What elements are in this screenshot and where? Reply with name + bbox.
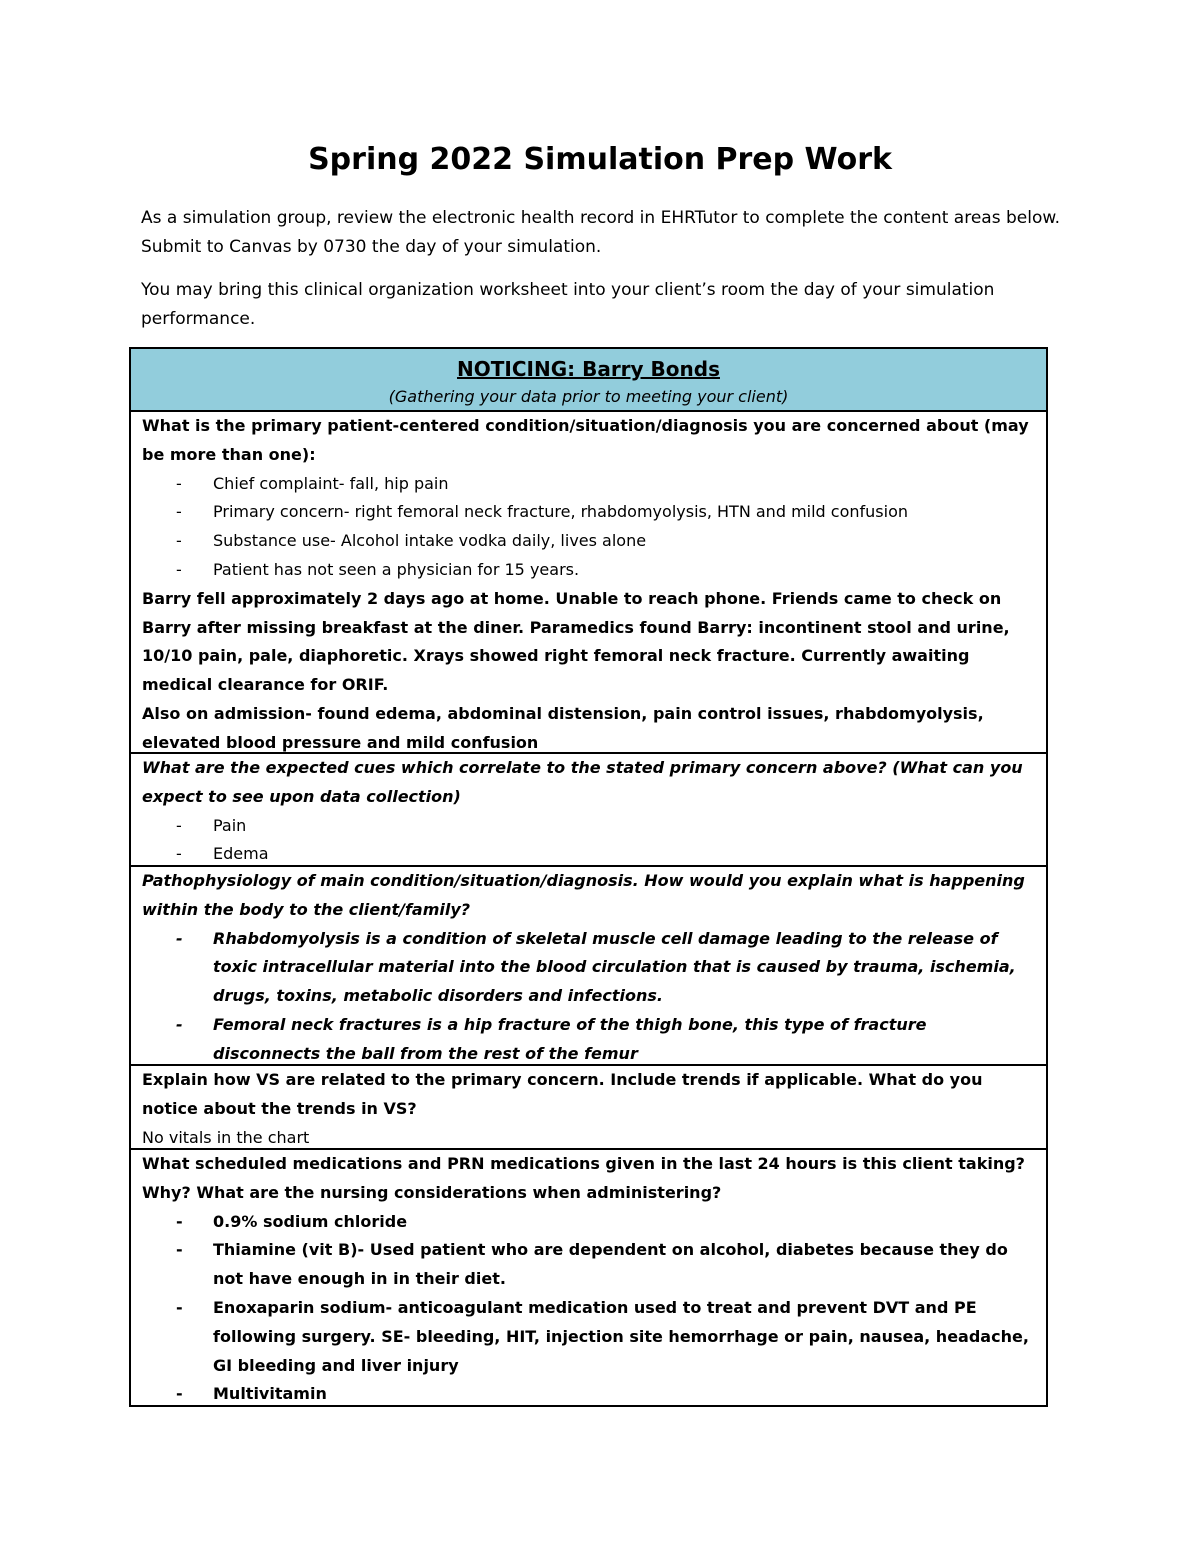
section-question: What scheduled medications and PRN medications given in the last 24 hours is this client taking? Why? What are the nursing considerations when administering? [142, 1154, 1025, 1202]
section-vital-signs [131, 1066, 1046, 1150]
section-primary-concern [131, 412, 1046, 754]
bullet-list [142, 812, 1036, 867]
intro-paragraph-1: As a simulation group, review the electronic health record in EHRTutor to complete the content areas below. Submit to Canvas by 0730 the day of your simulation. [141, 208, 1061, 257]
list-item: - Multivitamin [142, 1380, 1036, 1405]
list-item: - Chief complaint- fall, hip pain [142, 470, 1036, 499]
section-answer: No vitals in the chart [142, 1127, 310, 1147]
list-item: - Substance use- Alcohol intake vodka daily, lives alone [142, 527, 1036, 556]
section-question: What are the expected cues which correlate to the stated primary concern above? (What can you expect to see upon data collection) [142, 758, 1023, 806]
section-pathophysiology [131, 867, 1046, 1066]
section-question: What is the primary patient-centered condition/situation/diagnosis you are concerned about (may be more than one): [142, 416, 1029, 464]
list-item: - Femoral neck fractures is a hip fracture of the thigh bone, this type of fracture disconnects the ball from the rest of the femur [142, 1011, 1036, 1066]
intro-paragraph-2: You may bring this clinical organization worksheet into your client’s room the day of your simulation performance. [141, 280, 995, 329]
list-item: - Pain [142, 812, 1036, 841]
section-paragraph: Also on admission- found edema, abdominal distension, pain control issues, rhabdomyolysis, elevated blood pressure and mild confusion [142, 703, 984, 752]
bullet-list [142, 1208, 1036, 1405]
list-item: - Thiamine (vit B)- Used patient who are dependent on alcohol, diabetes because they do not have enough in in their diet. [142, 1236, 1036, 1294]
list-item: - Patient has not seen a physician for 15 years. [142, 556, 1036, 585]
list-item: - Edema [142, 840, 1036, 867]
worksheet-table [129, 347, 1048, 1407]
list-item: - Primary concern- right femoral neck fracture, rhabdomyolysis, HTN and mild confusion [142, 498, 1036, 527]
worksheet-header-subtitle: (Gathering your data prior to meeting your client) [388, 387, 789, 406]
list-item: - 0.9% sodium chloride [142, 1208, 1036, 1237]
bullet-list [142, 470, 1036, 585]
worksheet-header-title: NOTICING: Barry Bonds [457, 357, 720, 381]
section-paragraph: Barry fell approximately 2 days ago at home. Unable to reach phone. Friends came to check on Barry after missing breakfast at the diner. Paramedics found Barry: incontinent stool and urine, 10/10 pain, pale, diaphoretic. Xrays showed right femoral neck fracture. Currently awaiting medical clearance for ORIF. [142, 588, 1010, 695]
section-expected-cues [131, 754, 1046, 867]
bullet-list [142, 925, 1036, 1066]
section-medications [131, 1150, 1046, 1405]
page-title: Spring 2022 Simulation Prep Work [308, 142, 892, 177]
list-item: - Enoxaparin sodium- anticoagulant medication used to treat and prevent DVT and PE following surgery. SE- bleeding, HIT, injection site hemorrhage or pain, nausea, headache, GI bleeding and liver injury [142, 1294, 1036, 1380]
list-item: - Rhabdomyolysis is a condition of skeletal muscle cell damage leading to the release of toxic intracellular material into the blood circulation that is caused by trauma, ischemia, drugs, toxins, metabolic disorders and infections. [142, 925, 1036, 1011]
section-question: Pathophysiology of main condition/situation/diagnosis. How would you explain what is happening within the body to the client/family? [142, 871, 1025, 919]
section-question: Explain how VS are related to the primary concern. Include trends if applicable. What do you notice about the trends in VS? [142, 1070, 983, 1118]
worksheet-header [131, 349, 1046, 412]
